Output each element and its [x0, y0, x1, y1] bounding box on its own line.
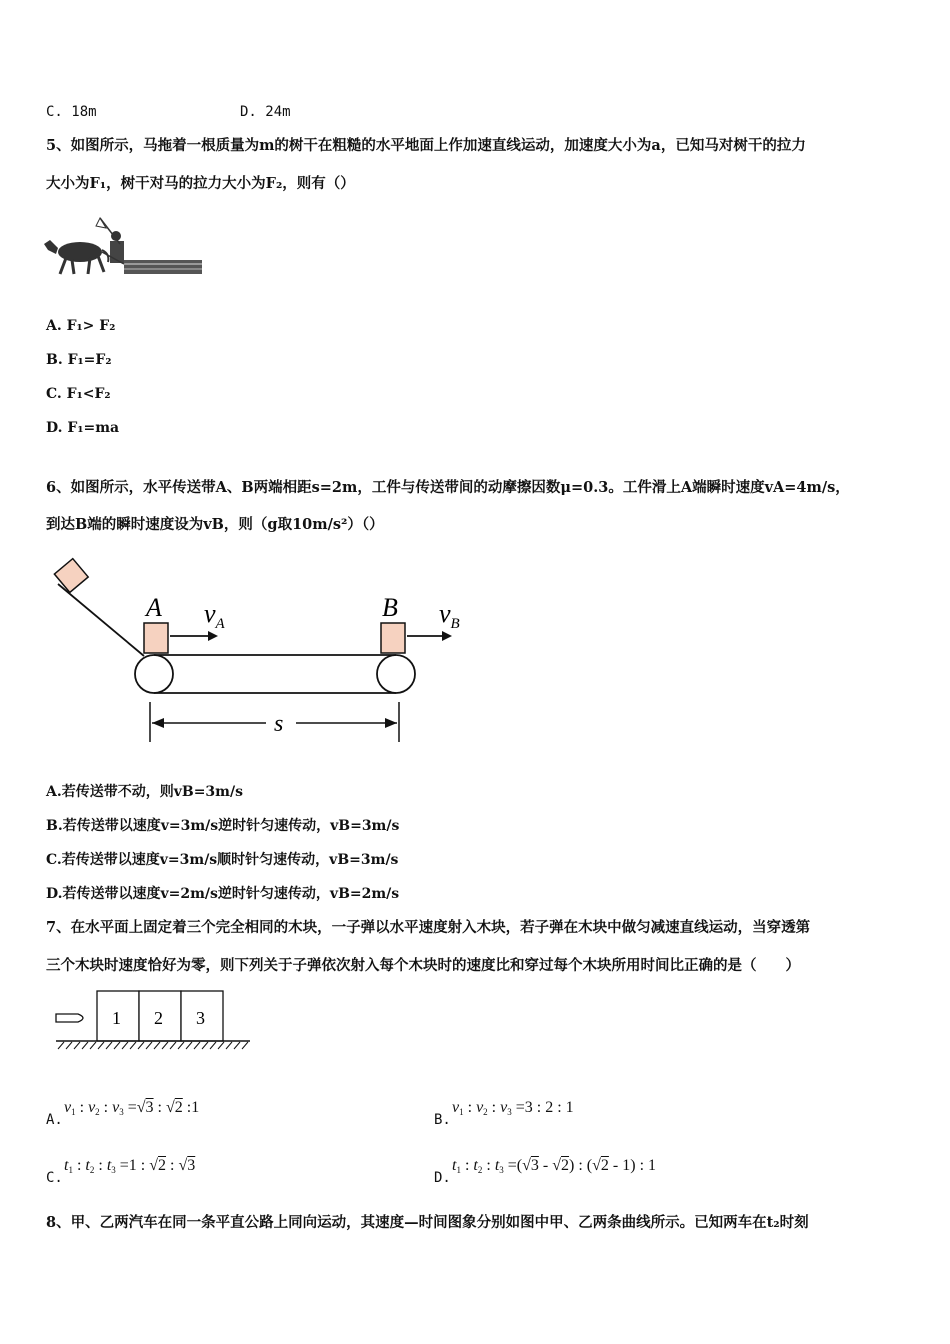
- svg-text:1: 1: [112, 1008, 121, 1028]
- label-a: A: [146, 593, 162, 622]
- box-a: [144, 623, 168, 653]
- label-b: B: [382, 593, 398, 622]
- q7-option-c-label: C.: [46, 1170, 63, 1186]
- q5-option-b: B. F₁=F₂: [46, 352, 112, 368]
- q6-option-b: B.若传送带以速度v=3m/s逆时针匀速传动，vB=3m/s: [46, 818, 400, 834]
- q4-option-c: C. 18m: [46, 104, 97, 120]
- ramp-block: [54, 559, 88, 593]
- q7-stem-line1: 7、在水平面上固定着三个完全相同的木块，一子弹以水平速度射入木块，若子弹在木块中做匀减速直线运动，当穿透第: [46, 919, 811, 936]
- svg-text:3: 3: [196, 1008, 205, 1028]
- conveyor-belt-figure: [40, 556, 480, 752]
- q7-option-b-formula: $v_1$ : $v_2$ : $v_3 =3$ : 2 : 1: [452, 1099, 574, 1117]
- q7-option-d-label: D.: [434, 1170, 451, 1186]
- q6-stem-line1: 6、如图所示，水平传送带A、B两端相距s=2m，工件与传送带间的动摩擦因数μ=0.3。工件滑上A端瞬时速度vA=4m/s，: [46, 479, 850, 496]
- q5-stem-line2: 大小为F₁，树干对马的拉力大小为F₂，则有（）: [46, 175, 355, 192]
- q5-stem-line1: 5、如图所示，马拖着一根质量为m的树干在粗糙的水平地面上作加速直线运动，加速度大小为a，已知马对树干的拉力: [46, 137, 806, 154]
- svg-text:2: 2: [154, 1008, 163, 1028]
- pulley-right: [377, 655, 415, 693]
- q7-stem-line2: 三个木块时速度恰好为零，则下列关于子弹依次射入每个木块时的速度比和穿过每个木块所用时间比正确的是（ ）: [46, 957, 800, 974]
- q5-option-d: D. F₁=ma: [46, 420, 120, 436]
- q6-stem-line2: 到达B端的瞬时速度设为vB，则（g取10m/s²）（）: [46, 516, 384, 533]
- box-b: [381, 623, 405, 653]
- q7-option-d-formula: $t_1$ : $t_2$ : $t_3 =(√3 - √2)$ : (√2 - 1) : 1: [452, 1157, 657, 1175]
- q6-option-c: C.若传送带以速度v=3m/s顺时针匀速传动，vB=3m/s: [46, 852, 399, 868]
- bullet-blocks-figure: [54, 988, 254, 1056]
- q5-option-c: C. F₁<F₂: [46, 386, 111, 402]
- q4-option-d: D. 24m: [240, 104, 291, 120]
- bullet: [56, 1014, 83, 1022]
- q8-stem-line1: 8、甲、乙两汽车在同一条平直公路上同向运动，其速度—时间图象分别如图中甲、乙两条曲线所示。已知两车在t₂时刻: [46, 1214, 809, 1231]
- q7-option-a-formula: $v_1$ : $v_2$ : $v_3 =√3$ : √2 :1: [64, 1099, 200, 1117]
- q6-option-d: D.若传送带以速度v=2m/s逆时针匀速传动，vB=2m/s: [46, 886, 400, 902]
- horse-dragging-log-figure: [44, 214, 204, 280]
- label-s: s: [274, 711, 284, 737]
- q6-option-a: A.若传送带不动，则vB=3m/s: [46, 784, 243, 800]
- q7-option-c-formula: $t_1$ : $t_2$ : $t_3 =1$ : √2 : √3: [64, 1157, 196, 1175]
- q7-option-a-label: A.: [46, 1112, 63, 1128]
- q7-option-b-label: B.: [434, 1112, 451, 1128]
- label-va: $v_A$: [204, 599, 225, 632]
- pulley-left: [135, 655, 173, 693]
- q5-option-a: A. F₁> F₂: [46, 318, 116, 334]
- label-vb: $v_B$: [439, 599, 460, 632]
